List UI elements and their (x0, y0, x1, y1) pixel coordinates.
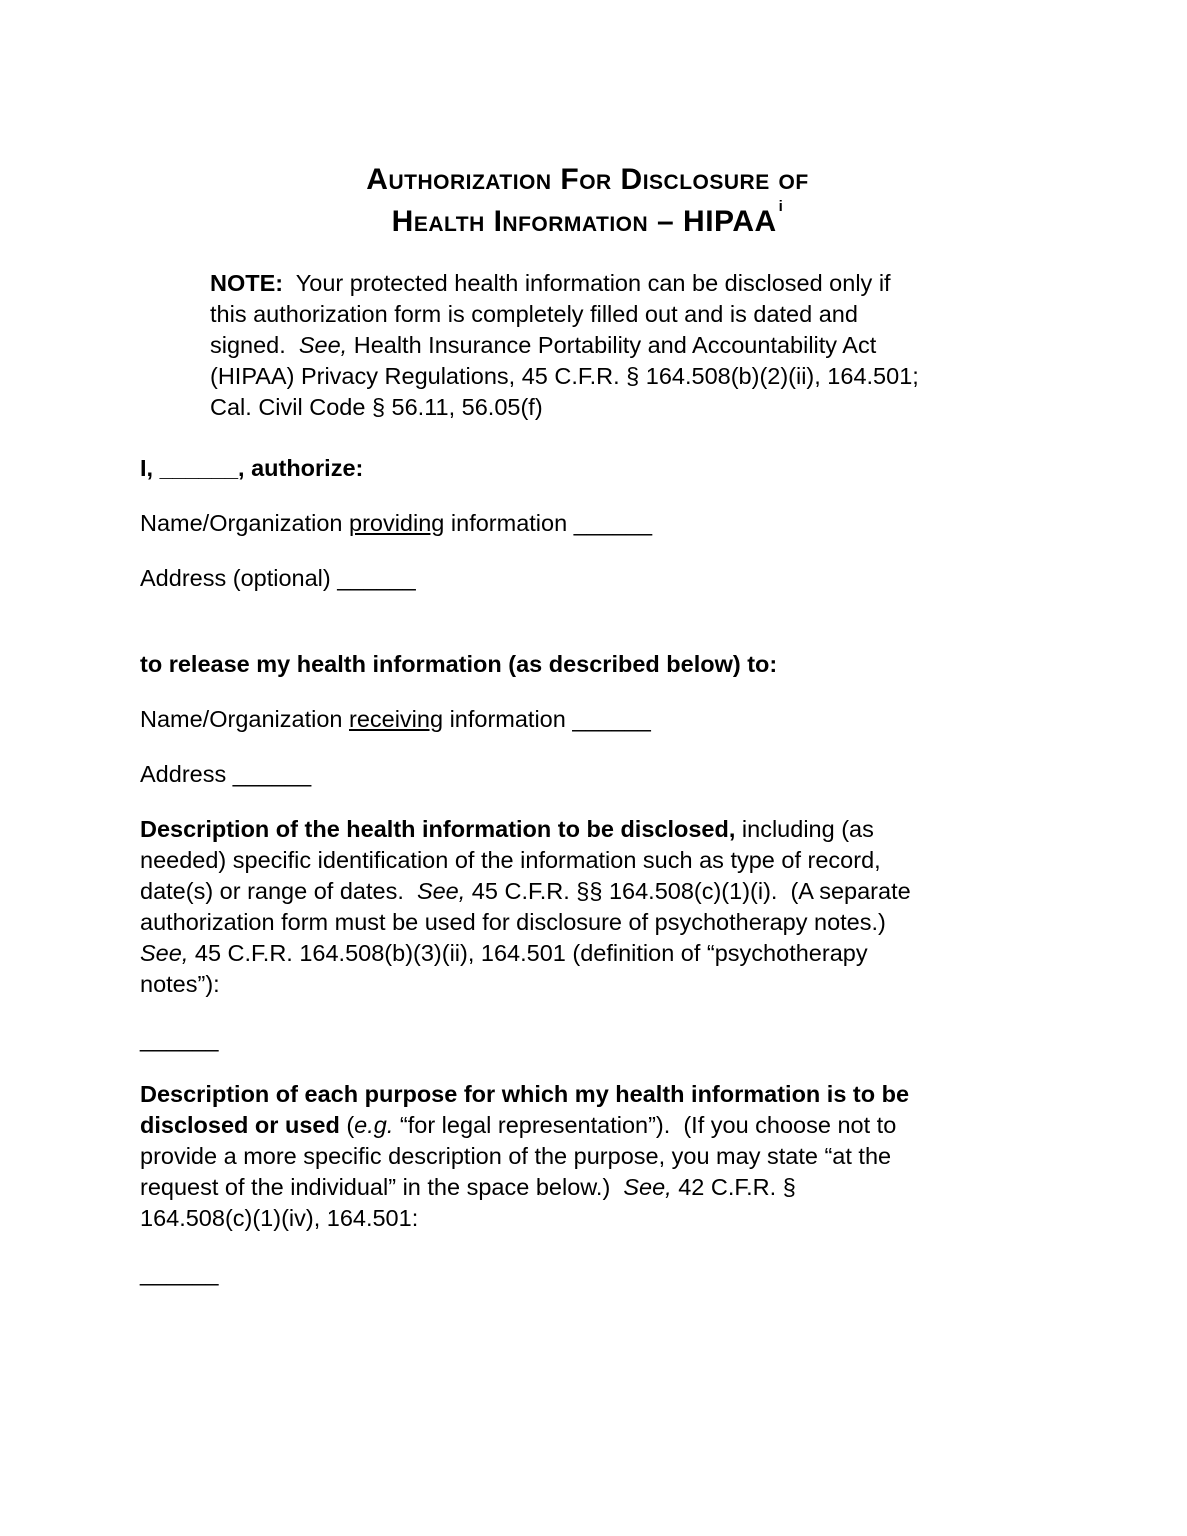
footnote-marker: i (778, 198, 784, 215)
description-disclosed-paragraph (140, 814, 1035, 1000)
text-run: See, (140, 940, 189, 966)
text-run: 42 C.F.R. § (671, 1174, 796, 1200)
text-run: See, (623, 1174, 672, 1200)
title-line-2 (140, 198, 1035, 240)
text-run: Name/Organization (140, 706, 349, 732)
text-run: including (as (735, 816, 874, 842)
provider-name-line (140, 508, 1035, 539)
text-run: receiving (349, 706, 444, 732)
text-run: Name/Organization (140, 510, 349, 536)
fill-in-blank: ______ (140, 1260, 219, 1286)
title-line-2-text: Health Information – HIPAA (391, 205, 777, 238)
fill-in-blank: ______ (572, 706, 651, 732)
text-run: See, (298, 332, 348, 358)
text-run: providing (349, 510, 445, 536)
text-run: NOTE: (210, 270, 284, 296)
recipient-name-line (140, 704, 1035, 735)
text-run: (HIPAA) Privacy Regulations, 45 C.F.R. § 164.508(b)(2)(ii), 164.501; (210, 363, 919, 389)
authorize-line (140, 453, 1035, 484)
text-run: I, (140, 455, 160, 481)
text-run: Health Insurance Portability and Accountability Act (347, 332, 877, 358)
title-line-1: Authorization For Disclosure of (366, 163, 809, 196)
text-run: information (444, 510, 574, 536)
text-run: disclosed or used (140, 1112, 340, 1138)
purpose-fill-in-blank (140, 1258, 1035, 1289)
note-paragraph (210, 268, 1035, 423)
fill-in-blank: ______ (337, 565, 416, 591)
disclosed-fill-in-blank (140, 1024, 1035, 1055)
fill-in-blank: ______ (159, 455, 239, 481)
text-run: authorization form must be used for disclosure of psychotherapy notes.) (140, 909, 886, 935)
text-run: , authorize: (238, 455, 364, 481)
release-heading (140, 649, 1035, 680)
text-run: 164.508(c)(1)(iv), 164.501: (140, 1205, 419, 1231)
text-run: needed) specific identification of the information such as type of record, (140, 847, 881, 873)
text-run: Description of each purpose for which my health information is to be (140, 1081, 910, 1107)
fill-in-blank: ______ (232, 761, 312, 787)
fill-in-blank: ______ (573, 510, 653, 536)
text-run: 45 C.F.R. §§ 164.508(c)(1)(i). (A separate (465, 878, 911, 904)
text-run: See, (416, 878, 466, 904)
description-purpose-paragraph (140, 1079, 1035, 1234)
text-run: to release my health information (as described below) to: (140, 651, 778, 677)
text-run: this authorization form is completely filled out and is dated and (210, 301, 858, 327)
provider-address-line (140, 563, 1035, 594)
text-run: date(s) or range of dates. (140, 878, 417, 904)
form-title (140, 162, 1035, 240)
text-run: information (443, 706, 573, 732)
text-run: “for legal representation”). (If you choose not to (393, 1112, 897, 1138)
text-run: e.g. (354, 1112, 394, 1138)
text-run: Address (optional) (140, 565, 338, 591)
text-run: notes”): (140, 971, 220, 997)
text-run: Address (140, 761, 233, 787)
text-run: Cal. Civil Code § 56.11, 56.05(f) (210, 394, 543, 420)
text-run: ( (339, 1112, 355, 1138)
text-run: provide a more specific description of the purpose, you may state “at the (140, 1143, 892, 1169)
text-run: 45 C.F.R. 164.508(b)(3)(ii), 164.501 (definition of “psychotherapy (188, 940, 868, 966)
text-run: request of the individual” in the space below.) (140, 1174, 624, 1200)
fill-in-blank: ______ (140, 1026, 219, 1052)
recipient-address-line (140, 759, 1035, 790)
text-run: signed. (210, 332, 299, 358)
text-run: Your protected health information can be disclosed only if (283, 270, 891, 296)
text-run: Description of the health information to be disclosed, (140, 816, 736, 842)
